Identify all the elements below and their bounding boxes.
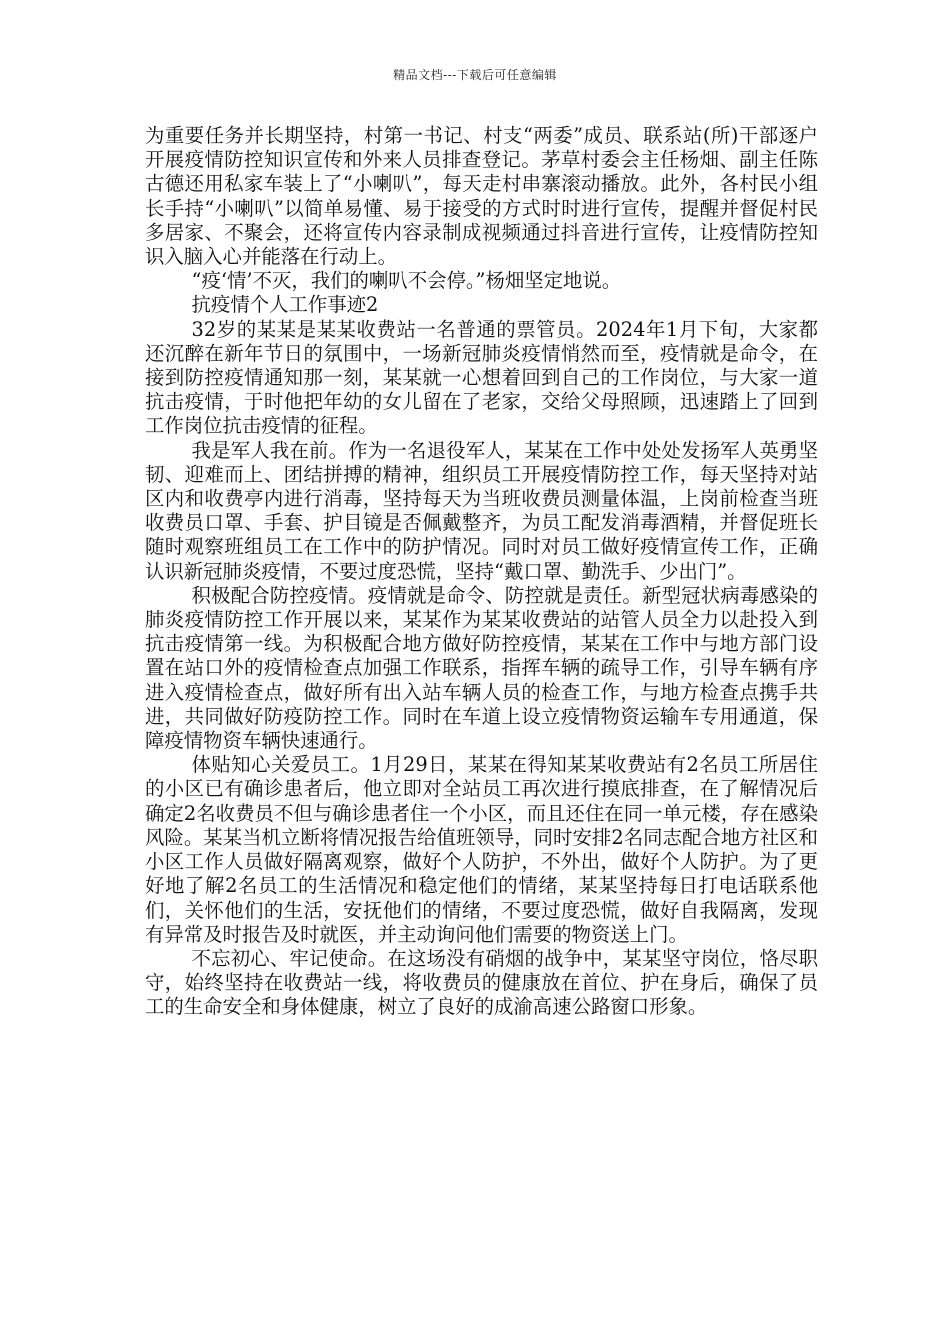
paragraph-cooperation: 积极配合防控疫情。疫情就是命令、防控就是责任。新型冠状病毒感染的肺炎疫情防控工作开展以来，某某作为某某收费站的站管人员全力以赴投入到抗击疫情第一线。为积极配合地方做好防控疫情，某某在工作中与地方部门设置在站口外的疫情检查点加强工作联系，指挥车辆的疏导工作，引导车辆有序进入疫情检查点，做好所有出入站车辆人员的检查工作，与地方检查点携手共进，共同做好防疫防控工作。同时在车道上设立疫情物资运输车专用通道，保障疫情物资车辆快速通行。: [145, 583, 818, 753]
page-header: 精品文档---下载后可任意编辑: [393, 68, 557, 82]
paragraph-mission: 不忘初心、牢记使命。在这场没有硝烟的战争中，某某坚守岗位，恪尽职守，始终坚持在收费站一线，将收费员的健康放在首位、护在身后，确保了员工的生命安全和身体健康，树立了良好的成渝高速公路窗口形象。: [145, 946, 818, 1019]
paragraph-intro: 32岁的某某是某某收费站一名普通的票管员。2024年1月下旬，大家都还沉醉在新年节日的氛围中，一场新冠肺炎疫情悄然而至，疫情就是命令，在接到防控疫情通知那一刻，某某就一心想着回到自己的工作岗位，与大家一道抗击疫情，于时他把年幼的女儿留在了老家，交给父母照顾，迅速踏上了回到工作岗位抗击疫情的征程。: [145, 317, 818, 438]
paragraph-care: 体贴知心关爱员工。1月29日，某某在得知某某收费站有2名员工所居住的小区已有确诊患者后，他立即对全站员工再次进行摸底排查，在了解情况后确定2名收费员不但与确诊患者住一个小区，而且还住在同一单元楼，存在感染风险。某某当机立断将情况报告给值班领导，同时安排2名同志配合地方社区和小区工作人员做好隔离观察，做好个人防护，不外出，做好个人防护。为了更好地了解2名员工的生活情况和稳定他们的情绪，某某坚持每日打电话联系他们，关怀他们的生活，安抚他们的情绪，不要过度恐慌，做好自我隔离，发现有异常及时报告及时就医，并主动询问他们需要的物资送上门。: [145, 753, 818, 946]
paragraph-publicity: 为重要任务并长期坚持，村第一书记、村支“两委”成员、联系站(所)干部逐户开展疫情防控知识宣传和外来人员排查登记。茅草村委会主任杨畑、副主任陈古德还用私家车装上了“小喇叭”，每天走村串寨滚动播放。此外，各村民小组长手持“小喇叭”以简单易懂、易于接受的方式时时进行宣传，提醒并督促村民多居家、不聚会，还将宣传内容录制成视频通过抖音进行宣传，让疫情防控知识入脑入心并能落在行动上。: [145, 124, 818, 269]
section-title: 抗疫情个人工作事迹2: [191, 293, 379, 317]
document-body: [145, 124, 818, 1020]
paragraph-soldier: 我是军人我在前。作为一名退役军人，某某在工作中处处发扬军人英勇坚韧、迎难而上、团结拼搏的精神，组织员工开展疫情防控工作，每天坚持对站区内和收费亭内进行消毒，坚持每天为当班收费员测量体温，上岗前检查当班收费员口罩、手套、护目镜是否佩戴整齐，为员工配发消毒酒精，并督促班长随时观察班组员工在工作中的防护情况。同时对员工做好疫情宣传工作，正确认识新冠肺炎疫情，不要过度恐慌，坚持“戴口罩、勤洗手、少出门”。: [145, 438, 818, 583]
paragraph-quote: “疫‘情’不灭，我们的喇叭不会停。”杨畑坚定地说。: [191, 269, 622, 293]
